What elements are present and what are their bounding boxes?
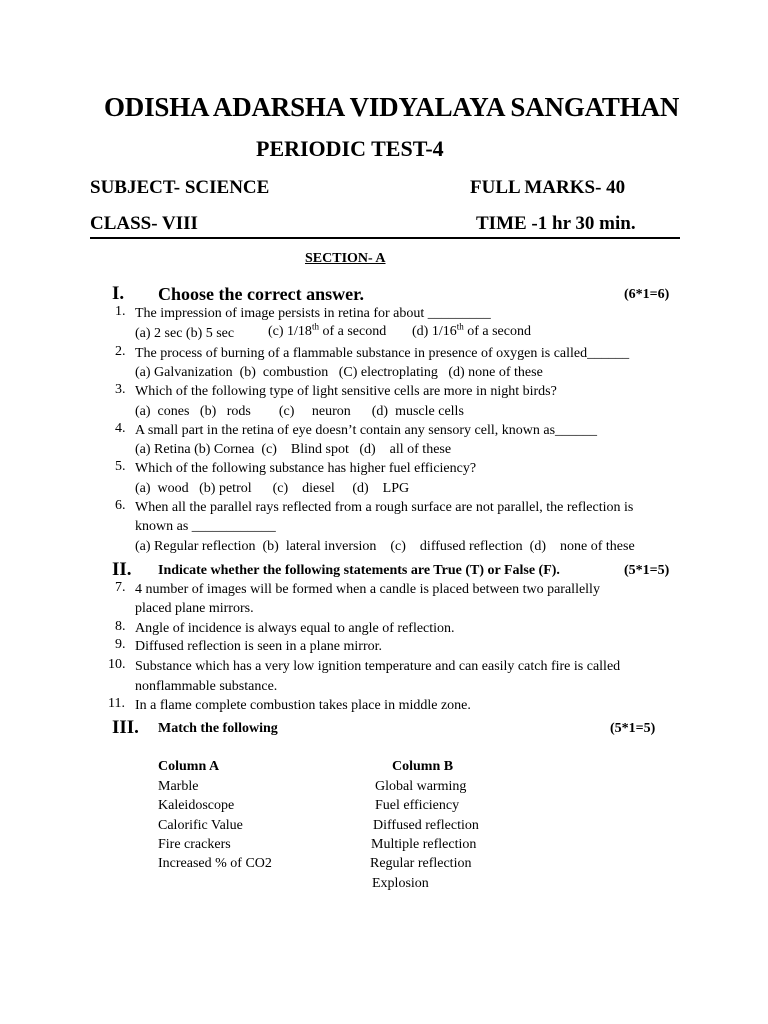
q1-option-c [268,321,387,340]
q1-option-d-post: of a second [463,324,531,339]
column-a-item: Calorific Value [158,818,243,833]
class-label: CLASS- VIII [90,213,198,234]
question-text-cont: known as ____________ [135,519,276,534]
column-b-title: Column B [392,759,454,774]
question-text: Diffused reflection is seen in a plane mirror. [135,639,382,654]
question-number: 6. [115,498,126,513]
test-title: PERIODIC TEST-4 [256,136,444,161]
column-b-item: Fuel efficiency [375,798,460,813]
q1-option-d [412,321,531,340]
question-text: Which of the following type of light sensitive cells are more in night birds? [135,384,557,399]
question-text: A small part in the retina of eye doesn’t contain any sensory cell, known as______ [135,423,598,438]
column-b-item: Explosion [372,876,429,891]
part2-marks: (5*1=5) [624,563,670,578]
question-number: 8. [115,619,126,634]
question-text: Angle of incidence is always equal to angle of reflection. [135,621,455,636]
question-text-cont: placed plane mirrors. [135,601,254,616]
question-number: 11. [108,696,125,711]
question-number: 7. [115,580,126,595]
question-text: Which of the following substance has higher fuel efficiency? [135,461,477,476]
part2-heading: Indicate whether the following statements are True (T) or False (F). [158,563,560,578]
column-b-item: Regular reflection [370,856,472,871]
question-text: 4 number of images will be formed when a candle is placed between two parallelly [135,582,600,597]
section-a-heading: SECTION- A [305,251,386,266]
question-options: (a) Regular reflection (b) lateral inversion (c) diffused reflection (d) none of these [135,539,635,554]
question-text: The process of burning of a flammable substance in presence of oxygen is called______ [135,346,630,361]
question-number: 3. [115,382,126,397]
header-divider [90,237,680,239]
q1-option-c-post: of a second [318,324,387,339]
q1-option-c-pre: (c) 1/18 [268,324,312,339]
question-options: (a) Galvanization (b) combustion (C) electroplating (d) none of these [135,365,543,380]
question-options: (a) wood (b) petrol (c) diesel (d) LPG [135,481,410,496]
question-number: 2. [115,344,126,359]
question-text: The impression of image persists in retina for about _________ [135,306,491,321]
part3-numeral: III. [112,717,139,738]
q1-option-d-sup: th [456,321,464,332]
column-b-item: Global warming [375,779,467,794]
column-a-item: Kaleidoscope [158,798,235,813]
column-a-item: Marble [158,779,199,794]
question-number: 9. [115,637,126,652]
time-label: TIME -1 hr 30 min. [476,213,636,234]
column-a-item: Increased % of CO2 [158,856,272,871]
question-number: 4. [115,421,126,436]
column-a-item: Fire crackers [158,837,231,852]
school-name: ODISHA ADARSHA VIDYALAYA SANGATHAN [104,92,680,122]
question-text: In a flame complete combustion takes place in middle zone. [135,698,471,713]
question-text-cont: nonflammable substance. [135,679,278,694]
question-options [135,324,234,343]
question-number: 10. [108,657,126,672]
full-marks-label: FULL MARKS- 40 [470,177,626,198]
column-b-item: Multiple reflection [371,837,477,852]
question-text: When all the parallel rays reflected from a rough surface are not parallel, the reflection is [135,500,634,515]
question-number: 5. [115,459,126,474]
question-number: 1. [115,304,126,319]
part1-heading: Choose the correct answer. [158,284,364,304]
question-text: Substance which has a very low ignition temperature and can easily catch fire is called [135,659,621,674]
part3-marks: (5*1=5) [610,721,656,736]
column-b-item: Diffused reflection [373,818,479,833]
question-options: (a) Retina (b) Cornea (c) Blind spot (d) all of these [135,442,452,457]
part2-numeral: II. [112,559,132,580]
q1-options-ab: (a) 2 sec (b) 5 sec [135,326,235,341]
part3-heading: Match the following [158,721,278,736]
column-a-title: Column A [158,759,220,774]
question-options: (a) cones (b) rods (c) neuron (d) muscle cells [135,404,464,419]
q1-option-d-pre: (d) 1/16 [412,324,457,339]
q1-option-c-sup: th [311,321,319,332]
part1-marks: (6*1=6) [624,287,670,302]
subject-label: SUBJECT- SCIENCE [90,177,270,198]
part1-numeral: I. [112,283,125,304]
